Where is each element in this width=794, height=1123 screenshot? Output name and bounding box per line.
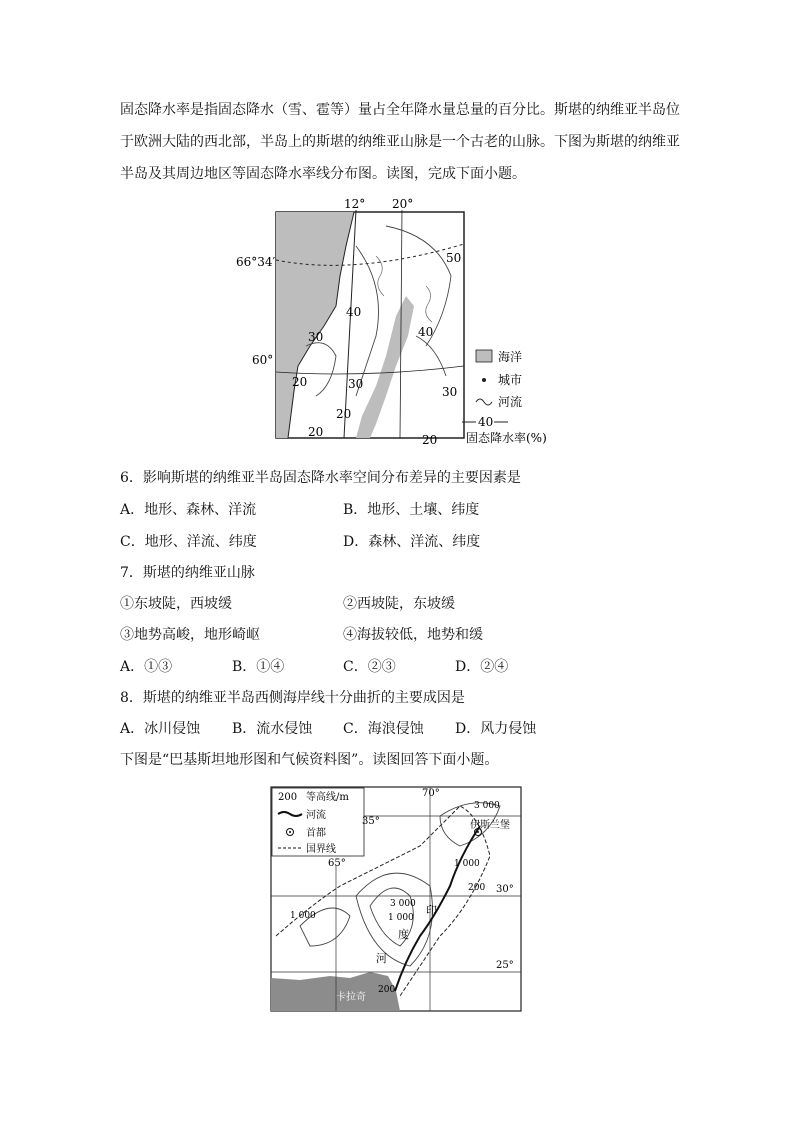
isoline-label: 20 xyxy=(308,425,324,439)
question-7-option-a[interactable]: A．①③ xyxy=(120,659,173,675)
legend-ocean-swatch xyxy=(476,350,492,362)
question-7-statement-3: ③地势高峻，地形崎岖 xyxy=(120,627,260,643)
legend-contour: 等高线/m xyxy=(306,792,349,803)
intro-paragraph-2: 下图是“巴基斯坦地形图和气候资料图”。读图回答下面小题。 xyxy=(120,752,499,768)
question-7-option-c[interactable]: C．②③ xyxy=(343,659,396,675)
question-7-statement-1: ①东坡陡，西坡缓 xyxy=(120,596,232,612)
city-karachi-label: 卡拉奇 xyxy=(336,992,366,1003)
contour-label: 200 xyxy=(468,883,486,893)
river-label: 河 xyxy=(376,952,387,965)
question-8-option-a[interactable]: A．冰川侵蚀 xyxy=(120,721,201,737)
contour-label: 200 xyxy=(378,985,396,995)
legend-city-icon xyxy=(482,378,486,382)
legend-contour-value: 200 xyxy=(278,792,298,803)
legend-river: 河流 xyxy=(306,810,326,821)
isoline-label: 40 xyxy=(418,325,434,339)
isoline-label: 30 xyxy=(442,385,458,399)
contour-label: 1 000 xyxy=(454,859,480,869)
intro-paragraph-1: 固态降水率是指固态降水（雪、雹等）量占全年降水量总量的百分比。斯堪的纳维亚半岛位于欧洲大陆的西北部，半岛上的斯堪的纳维亚山脉是一个古老的山脉。下图为斯堪的纳维亚半岛及其周边地区等固态降水率线分布图。读图，完成下面小题。 xyxy=(120,102,680,182)
question-7-option-b[interactable]: B．①④ xyxy=(232,659,285,675)
isoline-label: 40 xyxy=(346,305,362,319)
label-lat-35: 35° xyxy=(362,816,380,827)
label-lon-65: 65° xyxy=(328,858,346,869)
question-8-option-d[interactable]: D．风力侵蚀 xyxy=(455,721,537,737)
question-6-stem: 6．影响斯堪的纳维亚半岛固态降水率空间分布差异的主要因素是 xyxy=(120,470,521,486)
label-lat-arctic: 66°34′ xyxy=(236,255,276,269)
isoline-label: 30 xyxy=(308,330,324,344)
legend-isoline-value: 40 xyxy=(478,415,494,429)
question-8-option-b[interactable]: B．流水侵蚀 xyxy=(232,721,313,737)
contour-label: 3 000 xyxy=(390,899,416,909)
question-6-option-c[interactable]: C．地形、洋流、纬度 xyxy=(120,534,257,550)
legend-city: 城市 xyxy=(498,373,523,387)
question-7-stem: 7．斯堪的纳维亚山脉 xyxy=(120,565,255,581)
label-lon-12: 12° xyxy=(344,197,366,211)
question-8-stem: 8．斯堪的纳维亚半岛西侧海岸线十分曲折的主要成因是 xyxy=(120,690,465,706)
isoline-label: 20 xyxy=(336,407,352,421)
contour-label: 3 000 xyxy=(474,801,500,811)
legend-border: 国界线 xyxy=(306,844,336,855)
isoline-label: 20 xyxy=(422,433,438,446)
label-lon-20: 20° xyxy=(392,197,414,211)
legend-ocean: 海洋 xyxy=(498,350,523,364)
pakistan-map xyxy=(270,786,522,1012)
capital-label: 伊斯兰堡 xyxy=(470,820,510,831)
question-7-statement-2: ②西坡陡，东坡缓 xyxy=(343,596,455,612)
question-7-statement-4: ④海拔较低，地势和缓 xyxy=(343,627,483,643)
label-lon-70: 70° xyxy=(422,788,440,799)
contour-label: 1 000 xyxy=(388,913,414,923)
contour-label: 1 000 xyxy=(290,911,316,921)
question-6-option-d[interactable]: D．森林、洋流、纬度 xyxy=(343,534,481,550)
question-6-option-b[interactable]: B．地形、土壤、纬度 xyxy=(343,502,480,518)
isoline-label: 30 xyxy=(348,377,364,391)
legend-isoline-label: 固态降水率(%) xyxy=(466,431,547,445)
label-lat-25: 25° xyxy=(496,960,514,971)
isoline-label: 20 xyxy=(292,375,308,389)
label-lat-30: 30° xyxy=(496,884,514,895)
river-label: 度 xyxy=(398,928,409,941)
river-label: 印 xyxy=(426,904,437,917)
legend-river: 河流 xyxy=(498,395,523,409)
question-6-option-a[interactable]: A．地形、森林、洋流 xyxy=(120,502,257,518)
isoline-label: 50 xyxy=(446,251,462,265)
label-lat-60: 60° xyxy=(252,353,274,367)
question-7-option-d[interactable]: D．②④ xyxy=(455,659,509,675)
legend-capital: 首都 xyxy=(306,828,326,839)
legend-river-icon xyxy=(476,399,492,405)
scandinavia-map xyxy=(236,196,560,446)
question-8-option-c[interactable]: C．海浪侵蚀 xyxy=(343,721,424,737)
